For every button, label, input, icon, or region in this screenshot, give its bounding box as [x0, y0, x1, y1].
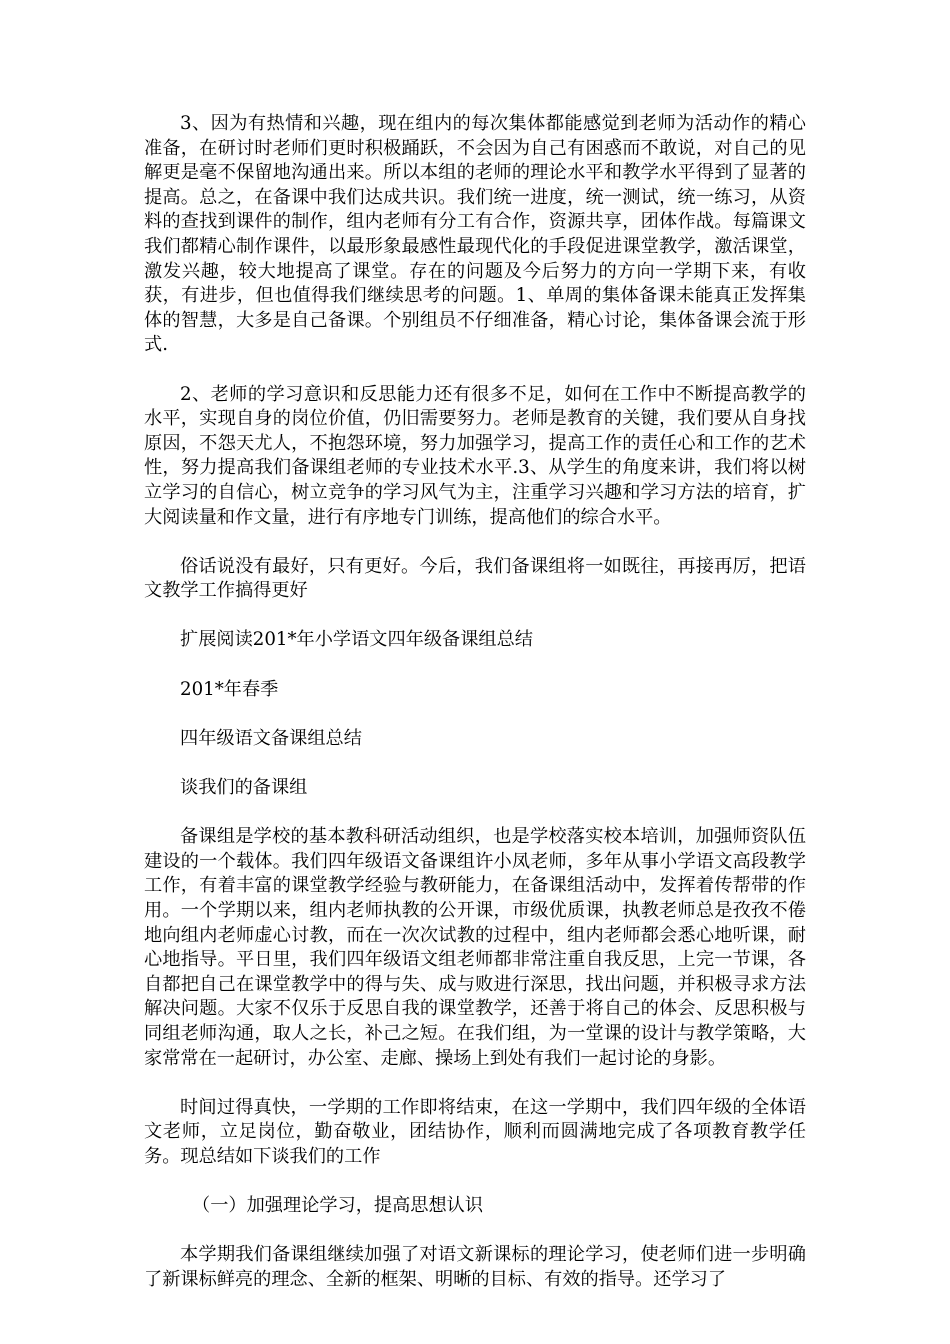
paragraph-5: 时间过得真快，一学期的工作即将结束，在这一学期中，我们四年级的全体语文老师，立足岗位，勤奋敬业，团结协作，顺利而圆满地完成了各项教育教学任务。现总结如下谈我们的工作 — [144, 1096, 806, 1167]
paragraph-1: 3、因为有热情和兴趣，现在组内的每次集体都能感觉到老师为活动作的精心准备，在研讨时老师们更时积极踊跃，不会因为自己有困惑而不敢说，对自己的见解更是毫不保留地沟通出来。所以本组的老师的理论水平和教学水平得到了显著的提高。总之，在备课中我们达成共识。我们统一进度，统一测试，统一练习，从资料的查找到课件的制作，组内老师有分工有合作，资源共享，团体作战。每篇课文我们都精心制作课件，以最形象最感性最现代化的手段促进课堂教学，激活课堂，激发兴趣，较大地提高了课堂。存在的问题及今后努力的方向一学期下来，有收获，有进步，但也值得我们继续思考的问题。1、单周的集体备课未能真正发挥集体的智慧，大多是自己备课。个别组员不仔细准备，精心讨论，集体备课会流于形式. — [144, 113, 806, 356]
section-heading: 谈我们的备课组 — [180, 777, 308, 799]
extended-reading-heading: 扩展阅读201*年小学语文四年级备课组总结 — [180, 629, 533, 651]
summary-title: 四年级语文备课组总结 — [180, 727, 362, 749]
paragraph-4: 备课组是学校的基本教科研活动组织，也是学校落实校本培训，加强师资队伍建设的一个载体。我们四年级语文备课组许小凤老师，多年从事小学语文高段教学工作，有着丰富的课堂教学经验与教研能力，在备课组活动中，发挥着传帮带的作用。一个学期以来，组内老师执教的公开课，市级优质课，执教老师总是孜孜不倦地向组内老师虚心讨教，而在一次次试教的过程中，组内老师都会悉心地听课，耐心地指导。平日里，我们四年级语文组老师都非常注重自我反思，上完一节课，各自都把自己在课堂教学中的得与失、成与败进行深思，找出问题，并积极寻求方法解决问题。大家不仅乐于反思自我的课堂教学，还善于将自己的体会、反思积极与同组老师沟通，取人之长，补己之短。在我们组，为一堂课的设计与教学策略，大家常常在一起研讨，办公室、走廊、操场上到处有我们一起讨论的身影。 — [144, 826, 806, 1069]
document-body — [144, 112, 806, 1317]
paragraph-6: 本学期我们备课组继续加强了对语文新课标的理论学习，使老师们进一步明确了新课标鲜亮的理念、全新的框架、明晰的目标、有效的指导。还学习了 — [144, 1244, 806, 1290]
subsection-heading: （一）加强理论学习，提高思想认识 — [192, 1195, 484, 1217]
semester-label: 201*年春季 — [180, 678, 279, 700]
paragraph-3: 俗话说没有最好，只有更好。今后，我们备课组将一如既往，再接再厉，把语文教学工作搞得更好 — [144, 555, 806, 602]
paragraph-2: 2、老师的学习意识和反思能力还有很多不足，如何在工作中不断提高教学的水平，实现自身的岗位价值，仍旧需要努力。老师是教育的关键，我们要从自身找原因，不怨天尤人，不抱怨环境，努力加强学习，提高工作的责任心和工作的艺术性，努力提高我们备课组老师的专业技术水平.3、从学生的角度来讲，我们将以树立学习的自信心，树立竞争的学习风气为主，注重学习兴趣和学习方法的培育，扩大阅读量和作文量，进行有序地专门训练，提高他们的综合水平。 — [144, 383, 806, 528]
